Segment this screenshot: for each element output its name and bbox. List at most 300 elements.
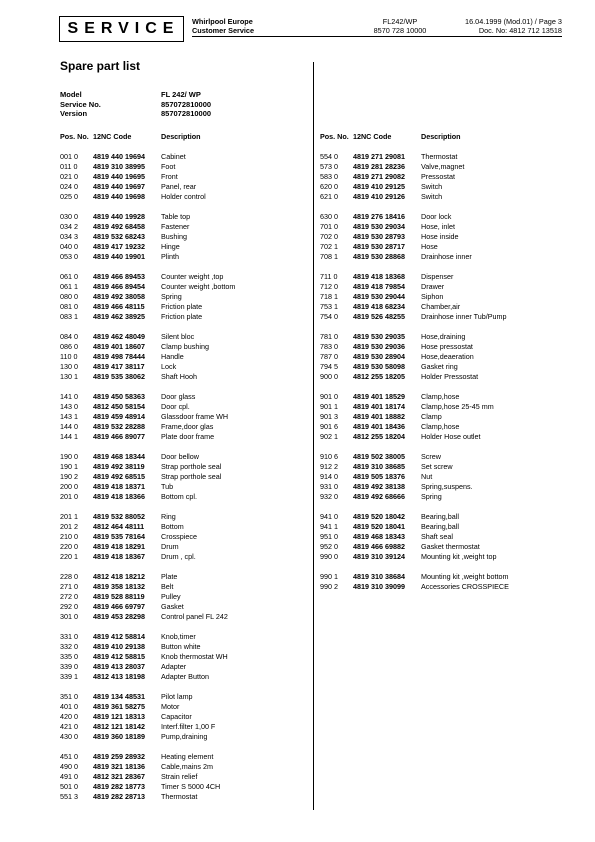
part-description: Door cpl. — [161, 402, 190, 411]
meta-value: 857072810000 — [161, 109, 212, 118]
part-code: 4812 321 28367 — [93, 772, 145, 781]
pos-number: 401 0 — [60, 702, 78, 711]
part-description: Spring — [161, 292, 182, 301]
part-code: 4819 121 18313 — [93, 712, 145, 721]
part-code: 4819 492 38138 — [353, 482, 405, 491]
part-description: Bushing — [161, 232, 187, 241]
header-service-no: 8570 728 10000 — [373, 26, 427, 35]
pos-number: 901 3 — [320, 412, 338, 421]
part-code: 4819 530 28868 — [353, 252, 405, 261]
pos-number: 024 0 — [60, 182, 78, 191]
part-code: 4812 413 18198 — [93, 672, 145, 681]
pos-number: 331 0 — [60, 632, 78, 641]
pos-number: 914 0 — [320, 472, 338, 481]
part-description: Bottom — [161, 522, 184, 531]
pos-number: 220 0 — [60, 542, 78, 551]
part-code: 4819 440 19901 — [93, 252, 145, 261]
pos-number: 901 6 — [320, 422, 338, 431]
part-description: Strap porthole seal — [161, 462, 222, 471]
pos-number: 190 1 — [60, 462, 78, 471]
part-code: 4819 440 19694 — [93, 152, 145, 161]
part-description: Switch — [421, 192, 443, 201]
part-code: 4819 530 58098 — [353, 362, 405, 371]
part-code: 4819 401 18436 — [353, 422, 405, 431]
part-code: 4819 505 18376 — [353, 472, 405, 481]
part-description: Motor — [161, 702, 180, 711]
part-description: Accessories CROSSPIECE — [421, 582, 509, 591]
pos-number: 143 1 — [60, 412, 78, 421]
part-description: Handle — [161, 352, 184, 361]
pos-number: 011 0 — [60, 162, 78, 171]
part-description: Button white — [161, 642, 201, 651]
part-description: Door lock — [421, 212, 452, 221]
part-code: 4819 502 38005 — [353, 452, 405, 461]
part-code: 4819 310 38995 — [93, 162, 145, 171]
pos-number: 332 0 — [60, 642, 78, 651]
part-code: 4819 520 18041 — [353, 522, 405, 531]
part-code: 4819 532 88052 — [93, 512, 145, 521]
part-code: 4812 121 18142 — [93, 722, 145, 731]
pos-number: 711 0 — [320, 272, 338, 281]
part-code: 4819 440 19928 — [93, 212, 145, 221]
department-name: Customer Service — [192, 26, 255, 35]
part-description: Holder control — [161, 192, 206, 201]
part-description: Siphon — [421, 292, 444, 301]
part-code: 4819 410 29138 — [93, 642, 145, 651]
part-description: Clamp bushing — [161, 342, 209, 351]
part-description: Friction plate — [161, 312, 203, 321]
part-description: Drainhose inner — [421, 252, 472, 261]
pos-number: 220 1 — [60, 552, 78, 561]
pos-number: 351 0 — [60, 692, 78, 701]
header-desc: Description — [421, 132, 461, 141]
part-code: 4819 401 18882 — [353, 412, 405, 421]
part-code: 4819 530 28904 — [353, 352, 405, 361]
part-code: 4819 321 18136 — [93, 762, 145, 771]
part-description: Dispenser — [421, 272, 454, 281]
pos-number: 034 2 — [60, 222, 78, 231]
company-name: Whirlpool Europe — [192, 17, 253, 26]
part-description: Thermostat — [161, 792, 198, 801]
part-code: 4819 310 39124 — [353, 552, 405, 561]
pos-number: 708 1 — [320, 252, 338, 261]
pos-number: 902 1 — [320, 432, 338, 441]
part-code: 4819 413 28037 — [93, 662, 145, 671]
part-description: Fastener — [161, 222, 190, 231]
part-description: Frame,door glas — [161, 422, 214, 431]
pos-number: 718 1 — [320, 292, 338, 301]
pos-number: 141 0 — [60, 392, 78, 401]
pos-number: 144 1 — [60, 432, 78, 441]
part-code: 4819 418 18371 — [93, 482, 145, 491]
part-description: Knob thermostat WH — [161, 652, 228, 661]
pos-number: 901 1 — [320, 402, 338, 411]
part-code: 4819 535 78164 — [93, 532, 145, 541]
part-description: Panel, rear — [161, 182, 197, 191]
part-description: Front — [161, 172, 178, 181]
pos-number: 787 0 — [320, 352, 338, 361]
part-description: Mounting kit ,weight bottom — [421, 572, 509, 581]
meta-value: FL 242/ WP — [161, 90, 201, 99]
part-description: Table top — [161, 212, 191, 221]
part-code: 4819 466 89454 — [93, 282, 145, 291]
pos-number: 430 0 — [60, 732, 78, 741]
part-code: 4812 418 18212 — [93, 572, 145, 581]
pos-number: 130 0 — [60, 362, 78, 371]
doc-info-block — [465, 17, 562, 35]
part-description: Spring — [421, 492, 442, 501]
part-description: Pulley — [161, 592, 181, 601]
part-code: 4819 440 19697 — [93, 182, 145, 191]
part-description: Foot — [161, 162, 176, 171]
part-description: Ring — [161, 512, 176, 521]
part-code: 4819 401 18174 — [353, 402, 405, 411]
pos-number: 952 0 — [320, 542, 338, 551]
part-description: Belt — [161, 582, 174, 591]
pos-number: 272 0 — [60, 592, 78, 601]
doc-number: Doc. No: 4812 712 13518 — [478, 26, 562, 35]
pos-number: 754 0 — [320, 312, 338, 321]
part-description: Counter weight ,bottom — [161, 282, 236, 291]
part-description: Plate door frame — [161, 432, 215, 441]
part-description: Spring,suspens. — [421, 482, 473, 491]
pos-number: 210 0 — [60, 532, 78, 541]
part-code: 4819 492 38119 — [93, 462, 145, 471]
pos-number: 144 0 — [60, 422, 78, 431]
part-code: 4819 492 68515 — [93, 472, 145, 481]
part-description: Friction plate — [161, 302, 203, 311]
part-code: 4819 281 28236 — [353, 162, 405, 171]
part-description: Holder Pressostat — [421, 372, 479, 381]
pos-number: 025 0 — [60, 192, 78, 201]
part-description: Interf.filter 1,00 F — [161, 722, 216, 731]
part-description: Clamp — [421, 412, 442, 421]
date-page: 16.04.1999 (Mod.01) / Page 3 — [465, 17, 562, 26]
part-description: Hinge — [161, 242, 180, 251]
pos-number: 084 0 — [60, 332, 78, 341]
pos-number: 573 0 — [320, 162, 338, 171]
part-description: Silent bloc — [161, 332, 195, 341]
pos-number: 080 0 — [60, 292, 78, 301]
part-code: 4819 134 48531 — [93, 692, 145, 701]
pos-number: 040 0 — [60, 242, 78, 251]
part-code: 4819 418 18366 — [93, 492, 145, 501]
part-code: 4819 492 68458 — [93, 222, 145, 231]
header-model: FL242/WP — [382, 17, 418, 26]
part-code: 4819 520 18042 — [353, 512, 405, 521]
header-code: 12NC Code — [353, 132, 392, 141]
pos-number: 491 0 — [60, 772, 78, 781]
pos-number: 086 0 — [60, 342, 78, 351]
part-code: 4819 526 48255 — [353, 312, 405, 321]
part-code: 4819 282 28713 — [93, 792, 145, 801]
service-label: SERVICE — [59, 16, 184, 42]
pos-number: 554 0 — [320, 152, 338, 161]
pos-number: 339 0 — [60, 662, 78, 671]
part-code: 4819 271 29081 — [353, 152, 405, 161]
pos-number: 753 1 — [320, 302, 338, 311]
part-description: Drum , cpl. — [161, 552, 196, 561]
part-description: Valve,magnet — [421, 162, 465, 171]
part-code: 4819 532 28288 — [93, 422, 145, 431]
part-code: 4812 255 18205 — [353, 372, 405, 381]
meta-key: Model — [60, 90, 82, 99]
pos-number: 951 0 — [320, 532, 338, 541]
part-code: 4819 276 18416 — [353, 212, 405, 221]
part-code: 4819 459 48914 — [93, 412, 145, 421]
pos-number: 501 0 — [60, 782, 78, 791]
part-description: Clamp,hose 25-45 mm — [421, 402, 494, 411]
part-description: Gasket thermostat — [421, 542, 480, 551]
part-code: 4819 466 89453 — [93, 272, 145, 281]
part-description: Counter weight ,top — [161, 272, 224, 281]
part-code: 4819 282 18773 — [93, 782, 145, 791]
pos-number: 794 5 — [320, 362, 338, 371]
part-description: Glassdoor frame WH — [161, 412, 229, 421]
pos-number: 200 0 — [60, 482, 78, 491]
pos-number: 932 0 — [320, 492, 338, 501]
meta-value: 857072810000 — [161, 99, 212, 109]
part-code: 4819 462 38925 — [93, 312, 145, 321]
part-code: 4819 358 18132 — [93, 582, 145, 591]
pos-number: 490 0 — [60, 762, 78, 771]
part-code: 4819 418 18368 — [353, 272, 405, 281]
part-description: Drawer — [421, 282, 445, 291]
part-description: Bearing,ball — [421, 512, 459, 521]
part-description: Strain relief — [161, 772, 198, 781]
part-code: 4819 530 28793 — [353, 232, 405, 241]
pos-number: 901 0 — [320, 392, 338, 401]
pos-number: 620 0 — [320, 182, 338, 191]
pos-number: 190 0 — [60, 452, 78, 461]
part-code: 4819 530 29036 — [353, 342, 405, 351]
pos-number: 941 0 — [320, 512, 338, 521]
part-description: Nut — [421, 472, 433, 481]
part-description: Tub — [161, 482, 174, 491]
pos-number: 021 0 — [60, 172, 78, 181]
part-code: 4812 464 48111 — [93, 522, 145, 531]
part-description: Screw — [421, 452, 441, 461]
pos-number: 420 0 — [60, 712, 78, 721]
pos-number: 081 0 — [60, 302, 78, 311]
pos-number: 990 2 — [320, 582, 338, 591]
column-divider — [313, 62, 314, 810]
part-code: 4819 418 68234 — [353, 302, 405, 311]
pos-number: 941 1 — [320, 522, 338, 531]
part-description: Capacitor — [161, 712, 192, 721]
pos-number: 702 1 — [320, 242, 338, 251]
part-description: Hose pressostat — [421, 342, 473, 351]
pos-number: 053 0 — [60, 252, 78, 261]
header-desc: Description — [161, 132, 201, 141]
part-description: Pilot lamp — [161, 692, 193, 701]
part-description: Hose,deaeration — [421, 352, 474, 361]
part-code: 4819 530 29044 — [353, 292, 405, 301]
part-description: Lock — [161, 362, 177, 371]
pos-number: 910 6 — [320, 452, 338, 461]
part-code: 4819 498 78444 — [93, 352, 145, 361]
part-code: 4819 530 28717 — [353, 242, 405, 251]
part-description: Bottom cpl. — [161, 492, 197, 501]
part-code: 4819 410 29125 — [353, 182, 405, 191]
part-description: Holder Hose outlet — [421, 432, 481, 441]
part-description: Control panel FL 242 — [161, 612, 228, 621]
pos-number: 912 2 — [320, 462, 338, 471]
pos-number: 034 3 — [60, 232, 78, 241]
pos-number: 583 0 — [320, 172, 338, 181]
pos-number: 421 0 — [60, 722, 78, 731]
pos-number: 061 0 — [60, 272, 78, 281]
part-description: Cabinet — [161, 152, 186, 161]
part-code: 4819 530 29035 — [353, 332, 405, 341]
part-description: Crosspiece — [161, 532, 197, 541]
part-code: 4819 466 89077 — [93, 432, 145, 441]
part-description: Hose inside — [421, 232, 459, 241]
part-description: Adapter — [161, 662, 187, 671]
pos-number: 030 0 — [60, 212, 78, 221]
pos-number: 339 1 — [60, 672, 78, 681]
pos-number: 110 0 — [60, 352, 78, 361]
header-code: 12NC Code — [93, 132, 132, 141]
part-code: 4819 418 18367 — [93, 552, 145, 561]
header-pos: Pos. No. — [320, 132, 349, 141]
part-description: Plate — [161, 572, 178, 581]
part-code: 4819 453 28298 — [93, 612, 145, 621]
part-description: Hose,draining — [421, 332, 466, 341]
meta-key: Version — [60, 109, 88, 118]
part-description: Bearing,ball — [421, 522, 459, 531]
part-description: Chamber,air — [421, 302, 461, 311]
part-description: Heating element — [161, 752, 214, 761]
part-code: 4819 271 29082 — [353, 172, 405, 181]
part-description: Pump,draining — [161, 732, 208, 741]
pos-number: 083 1 — [60, 312, 78, 321]
pos-number: 630 0 — [320, 212, 338, 221]
meta-key: Service No. — [60, 99, 101, 109]
part-code: 4819 310 38684 — [353, 572, 405, 581]
part-description: Shaft Hooh — [161, 372, 197, 381]
pos-number: 201 2 — [60, 522, 78, 531]
part-description: Door bellow — [161, 452, 199, 461]
header-rule — [192, 36, 562, 37]
pos-number: 701 0 — [320, 222, 338, 231]
part-code: 4819 440 19698 — [93, 192, 145, 201]
part-description: Thermostat — [421, 152, 458, 161]
pos-number: 783 0 — [320, 342, 338, 351]
part-description: Plinth — [161, 252, 179, 261]
part-code: 4819 410 29126 — [353, 192, 405, 201]
part-description: Set screw — [421, 462, 453, 471]
pos-number: 301 0 — [60, 612, 78, 621]
part-code: 4819 468 18343 — [353, 532, 405, 541]
part-description: Cable,mains 2m — [161, 762, 213, 771]
part-code: 4819 418 79854 — [353, 282, 405, 291]
pos-number: 551 3 — [60, 792, 78, 801]
part-code: 4819 530 29034 — [353, 222, 405, 231]
part-code: 4819 466 48115 — [93, 302, 145, 311]
pos-number: 190 2 — [60, 472, 78, 481]
part-code: 4819 528 88119 — [93, 592, 145, 601]
company-block — [192, 17, 254, 35]
part-description: Adapter Button — [161, 672, 209, 681]
part-description: Shaft seal — [421, 532, 453, 541]
part-description: Pressostat — [421, 172, 455, 181]
part-code: 4819 468 18344 — [93, 452, 145, 461]
part-code: 4819 401 18607 — [93, 342, 145, 351]
pos-number: 201 0 — [60, 492, 78, 501]
pos-number: 621 0 — [320, 192, 338, 201]
part-description: Hose, inlet — [421, 222, 455, 231]
pos-number: 201 1 — [60, 512, 78, 521]
pos-number: 335 0 — [60, 652, 78, 661]
part-description: Hose — [421, 242, 438, 251]
part-code: 4819 412 58814 — [93, 632, 145, 641]
pos-number: 061 1 — [60, 282, 78, 291]
part-code: 4819 310 38685 — [353, 462, 405, 471]
part-code: 4819 466 69882 — [353, 542, 405, 551]
part-code: 4812 255 18204 — [353, 432, 405, 441]
part-description: Gasket — [161, 602, 184, 611]
part-code: 4819 440 19695 — [93, 172, 145, 181]
pos-number: 451 0 — [60, 752, 78, 761]
pos-number: 292 0 — [60, 602, 78, 611]
pos-number: 228 0 — [60, 572, 78, 581]
part-code: 4812 450 58154 — [93, 402, 145, 411]
pos-number: 990 0 — [320, 552, 338, 561]
part-code: 4819 361 58275 — [93, 702, 145, 711]
part-code: 4819 401 18529 — [353, 392, 405, 401]
pos-number: 900 0 — [320, 372, 338, 381]
pos-number: 271 0 — [60, 582, 78, 591]
part-description: Gasket ring — [421, 362, 458, 371]
part-description: Switch — [421, 182, 443, 191]
part-code: 4819 450 58363 — [93, 392, 145, 401]
part-code: 4819 462 48049 — [93, 332, 145, 341]
part-code: 4819 417 38117 — [93, 362, 145, 371]
part-description: Drum — [161, 542, 179, 551]
pos-number: 001 0 — [60, 152, 78, 161]
header-pos: Pos. No. — [60, 132, 89, 141]
part-code: 4819 535 38062 — [93, 372, 145, 381]
page-title: Spare part list — [60, 59, 141, 73]
part-description: Clamp,hose — [421, 392, 460, 401]
part-code: 4819 360 18189 — [93, 732, 145, 741]
document-header — [59, 16, 562, 42]
model-block — [355, 17, 445, 35]
pos-number: 143 0 — [60, 402, 78, 411]
part-code: 4819 492 38058 — [93, 292, 145, 301]
part-description: Door glass — [161, 392, 196, 401]
part-code: 4819 466 69797 — [93, 602, 145, 611]
part-description: Drainhose inner Tub/Pump — [421, 312, 507, 321]
part-code: 4819 492 68666 — [353, 492, 405, 501]
pos-number: 712 0 — [320, 282, 338, 291]
part-description: Mounting kit ,weight top — [421, 552, 497, 561]
part-code: 4819 418 18291 — [93, 542, 145, 551]
pos-number: 130 1 — [60, 372, 78, 381]
part-description: Knob,timer — [161, 632, 196, 641]
part-description: Timer S 5000 4CH — [161, 782, 221, 791]
part-description: Strap porthole seal — [161, 472, 222, 481]
part-code: 4819 532 68243 — [93, 232, 145, 241]
part-code: 4819 417 19232 — [93, 242, 145, 251]
pos-number: 990 1 — [320, 572, 338, 581]
part-code: 4819 259 28932 — [93, 752, 145, 761]
part-code: 4819 412 58815 — [93, 652, 145, 661]
pos-number: 931 0 — [320, 482, 338, 491]
pos-number: 781 0 — [320, 332, 338, 341]
pos-number: 702 0 — [320, 232, 338, 241]
